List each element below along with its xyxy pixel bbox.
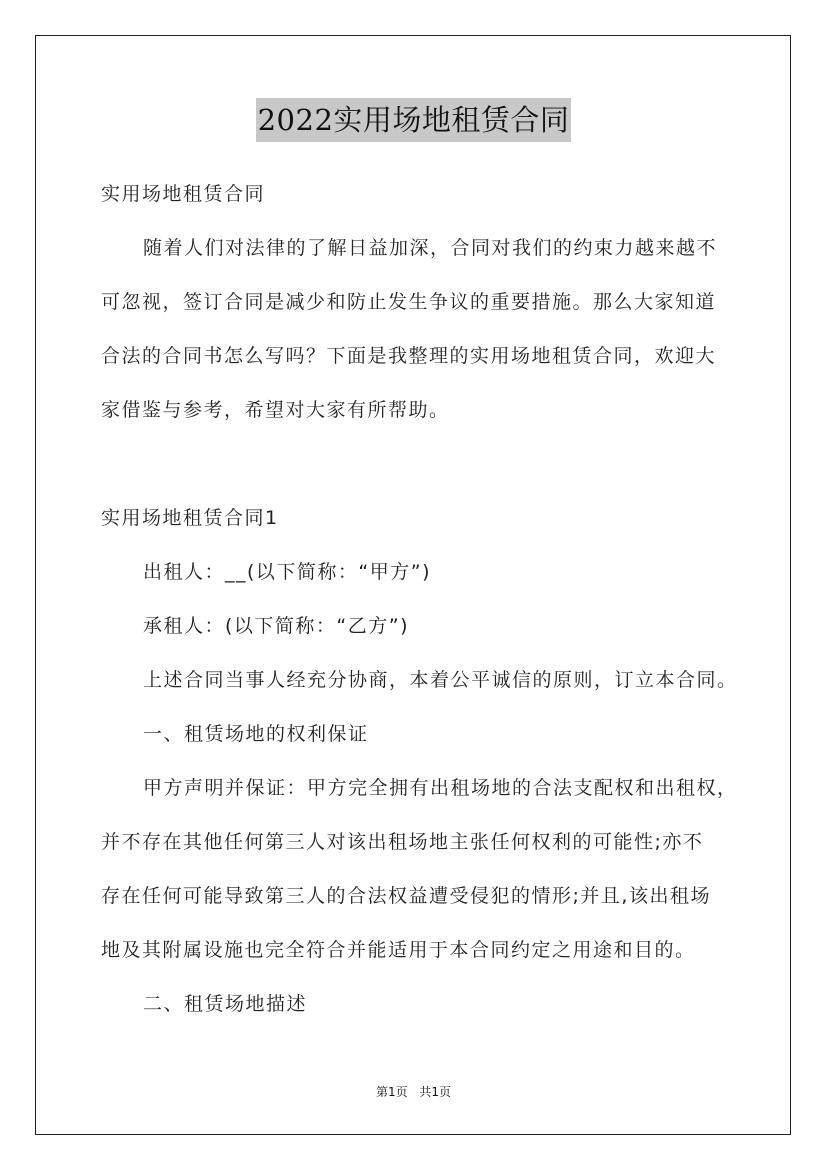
title-container — [0, 98, 827, 142]
clause-1-heading: 一、租赁场地的权利保证 — [143, 723, 369, 745]
lessee-line: 承租人：(以下简称：“乙方”) — [143, 615, 410, 637]
clause-1-line-2: 并不存在其他任何第三人对该出租场地主张任何权利的可能性;亦不 — [101, 831, 704, 853]
intro-line-2: 可忽视，签订合同是减少和防止发生争议的重要措施。那么大家知道 — [101, 291, 717, 313]
page-number-current: 第1页 — [375, 1085, 408, 1099]
intro-line-3: 合法的合同书怎么写吗？下面是我整理的实用场地租赁合同，欢迎大 — [101, 345, 717, 367]
clause-1-line-4: 地及其附属设施也完全符合并能适用于本合同约定之用途和目的。 — [101, 939, 696, 961]
page-number-total: 共1页 — [419, 1085, 452, 1099]
intro-line-1: 随着人们对法律的了解日益加深，合同对我们的约束力越来越不 — [143, 237, 718, 259]
agreement-line: 上述合同当事人经充分协商，本着公平诚信的原则，订立本合同。 — [143, 669, 738, 691]
intro-line-4: 家借鉴与参考，希望对大家有所帮助。 — [101, 399, 450, 421]
page-footer — [0, 1084, 827, 1100]
clause-1-line-3: 存在任何可能导致第三人的合法权益遭受侵犯的情形;并且,该出租场 — [101, 885, 711, 907]
clause-1-line-1: 甲方声明并保证：甲方完全拥有出租场地的合法支配权和出租权， — [143, 777, 738, 799]
clause-2-heading: 二、租赁场地描述 — [143, 993, 308, 1015]
document-subtitle: 实用场地租赁合同 — [101, 183, 266, 205]
section-heading: 实用场地租赁合同1 — [101, 507, 279, 529]
lessor-line: 出租人：__(以下简称：“甲方”) — [143, 561, 432, 583]
document-title: 2022实用场地租赁合同 — [256, 98, 572, 142]
